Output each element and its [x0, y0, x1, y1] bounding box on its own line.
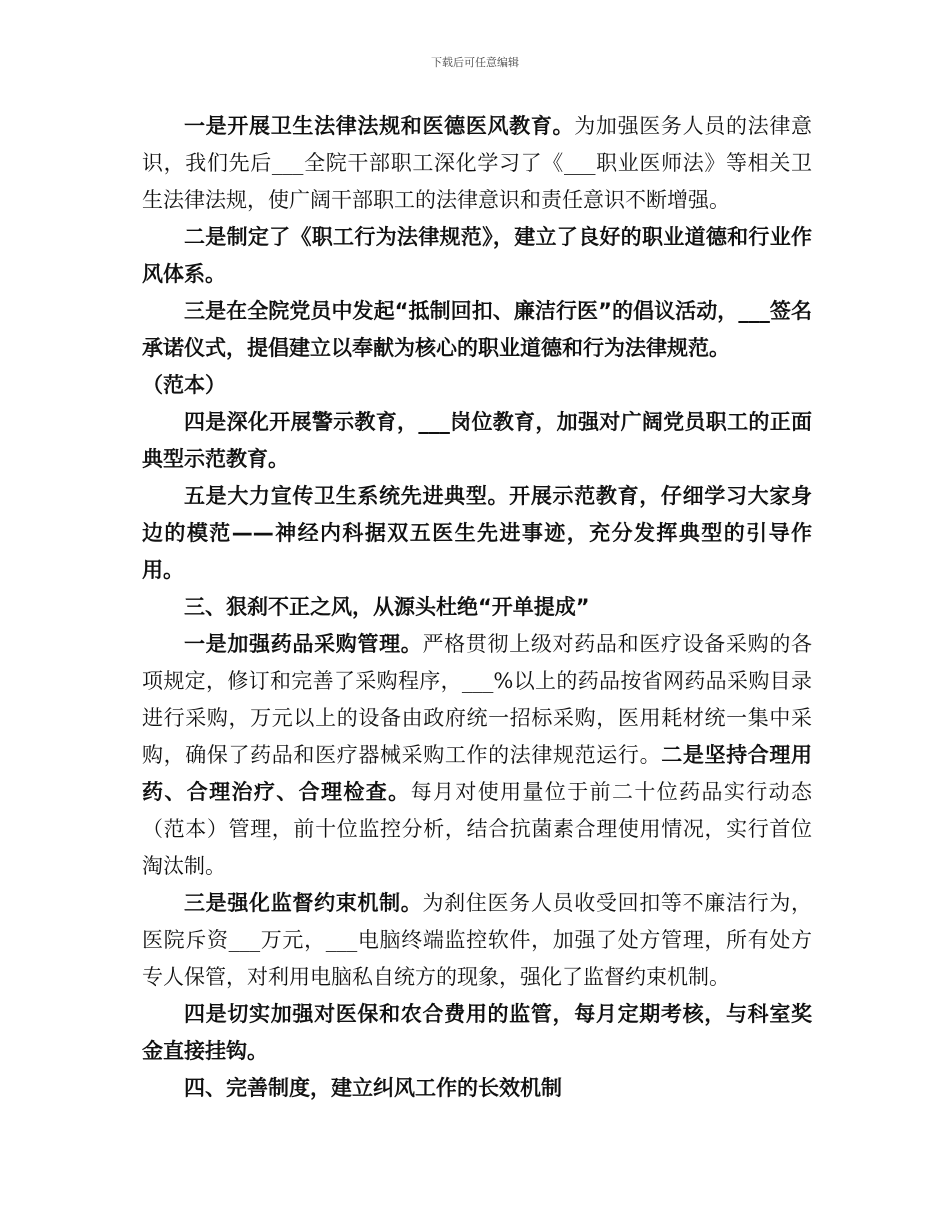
paragraph-3-text: 三是在全院党员中发起“抵制回扣、廉洁行医”的倡议活动，___签名承诺仪式，提倡建立以奉献为核心的职业道德和行为法律规范。: [142, 299, 812, 360]
document-body: [142, 108, 812, 1107]
paragraph-7-text-1: 严格贯彻上级对药品和医疗设备采购的各项规定，修订和完善了采购程序，___%以上的药品按省网药品采购目录进行采购，万元以上的设备由政府统一招标采购，医用耗材统一集中采购，确保了药品和医疗器械采购工作的法律规范运行。: [142, 632, 813, 767]
page-header: 下载后可任意编辑: [431, 56, 519, 69]
paragraph-2-text: 二是制定了《职工行为法律规范》，建立了良好的职业道德和行业作风体系。: [142, 225, 812, 286]
paragraph-8-heading: 三是强化监督约束机制。: [184, 891, 423, 915]
section-heading-4-text: 四、完善制度，建立纠风工作的长效机制: [184, 1076, 562, 1100]
paragraph-7-text-2: 每月对使用量位于前二十位药品实行动态（范本）管理，前十位监控分析，结合抗菌素合理使用情况，实行首位淘汰制。: [142, 780, 813, 878]
section-heading-3-text: 三、狠刹不正之风，从源头杜绝“开单提成”: [184, 595, 590, 619]
paragraph-1-heading: 一是开展卫生法律法规和医德医风教育。: [184, 114, 575, 138]
paragraph-3-note: [142, 367, 812, 404]
paragraph-1: [142, 108, 812, 219]
paragraph-7-heading-1: 一是加强药品采购管理。: [184, 632, 423, 656]
section-heading-4: [142, 1070, 812, 1107]
paragraph-5-text: 五是大力宣传卫生系统先进典型。开展示范教育，仔细学习大家身边的模范——神经内科据双五医生先进事迹，充分发挥典型的引导作用。: [142, 484, 812, 582]
paragraph-8-text: 为刹住医务人员收受回扣等不廉洁行为，医院斥资___万元，___电脑终端监控软件，加强了处方管理，所有处方专人保管，对利用电脑私自统方的现象，强化了监督约束机制。: [142, 891, 813, 989]
paragraph-4-text: 四是深化开展警示教育，___岗位教育，加强对广阔党员职工的正面典型示范教育。: [142, 410, 812, 471]
paragraph-7: [142, 626, 812, 885]
paragraph-1-text: 为加强医务人员的法律意识，我们先后___全院干部职工深化学习了《___职业医师法》等相关卫生法律法规，使广阔干部职工的法律意识和责任意识不断增强。: [142, 114, 813, 212]
section-heading-3: [142, 589, 812, 626]
paragraph-8: [142, 885, 812, 996]
paragraph-7-heading-2: 二是坚持合理用药、合理治疗、合理检查。: [142, 743, 813, 804]
paragraph-3-note-text: （范本）: [142, 373, 226, 397]
paragraph-2: [142, 219, 812, 293]
paragraph-4: [142, 404, 812, 478]
paragraph-9: [142, 996, 812, 1070]
paragraph-9-text: 四是切实加强对医保和农合费用的监管，每月定期考核，与科室奖金直接挂钩。: [142, 1002, 812, 1063]
paragraph-5: [142, 478, 812, 589]
paragraph-3: [142, 293, 812, 367]
